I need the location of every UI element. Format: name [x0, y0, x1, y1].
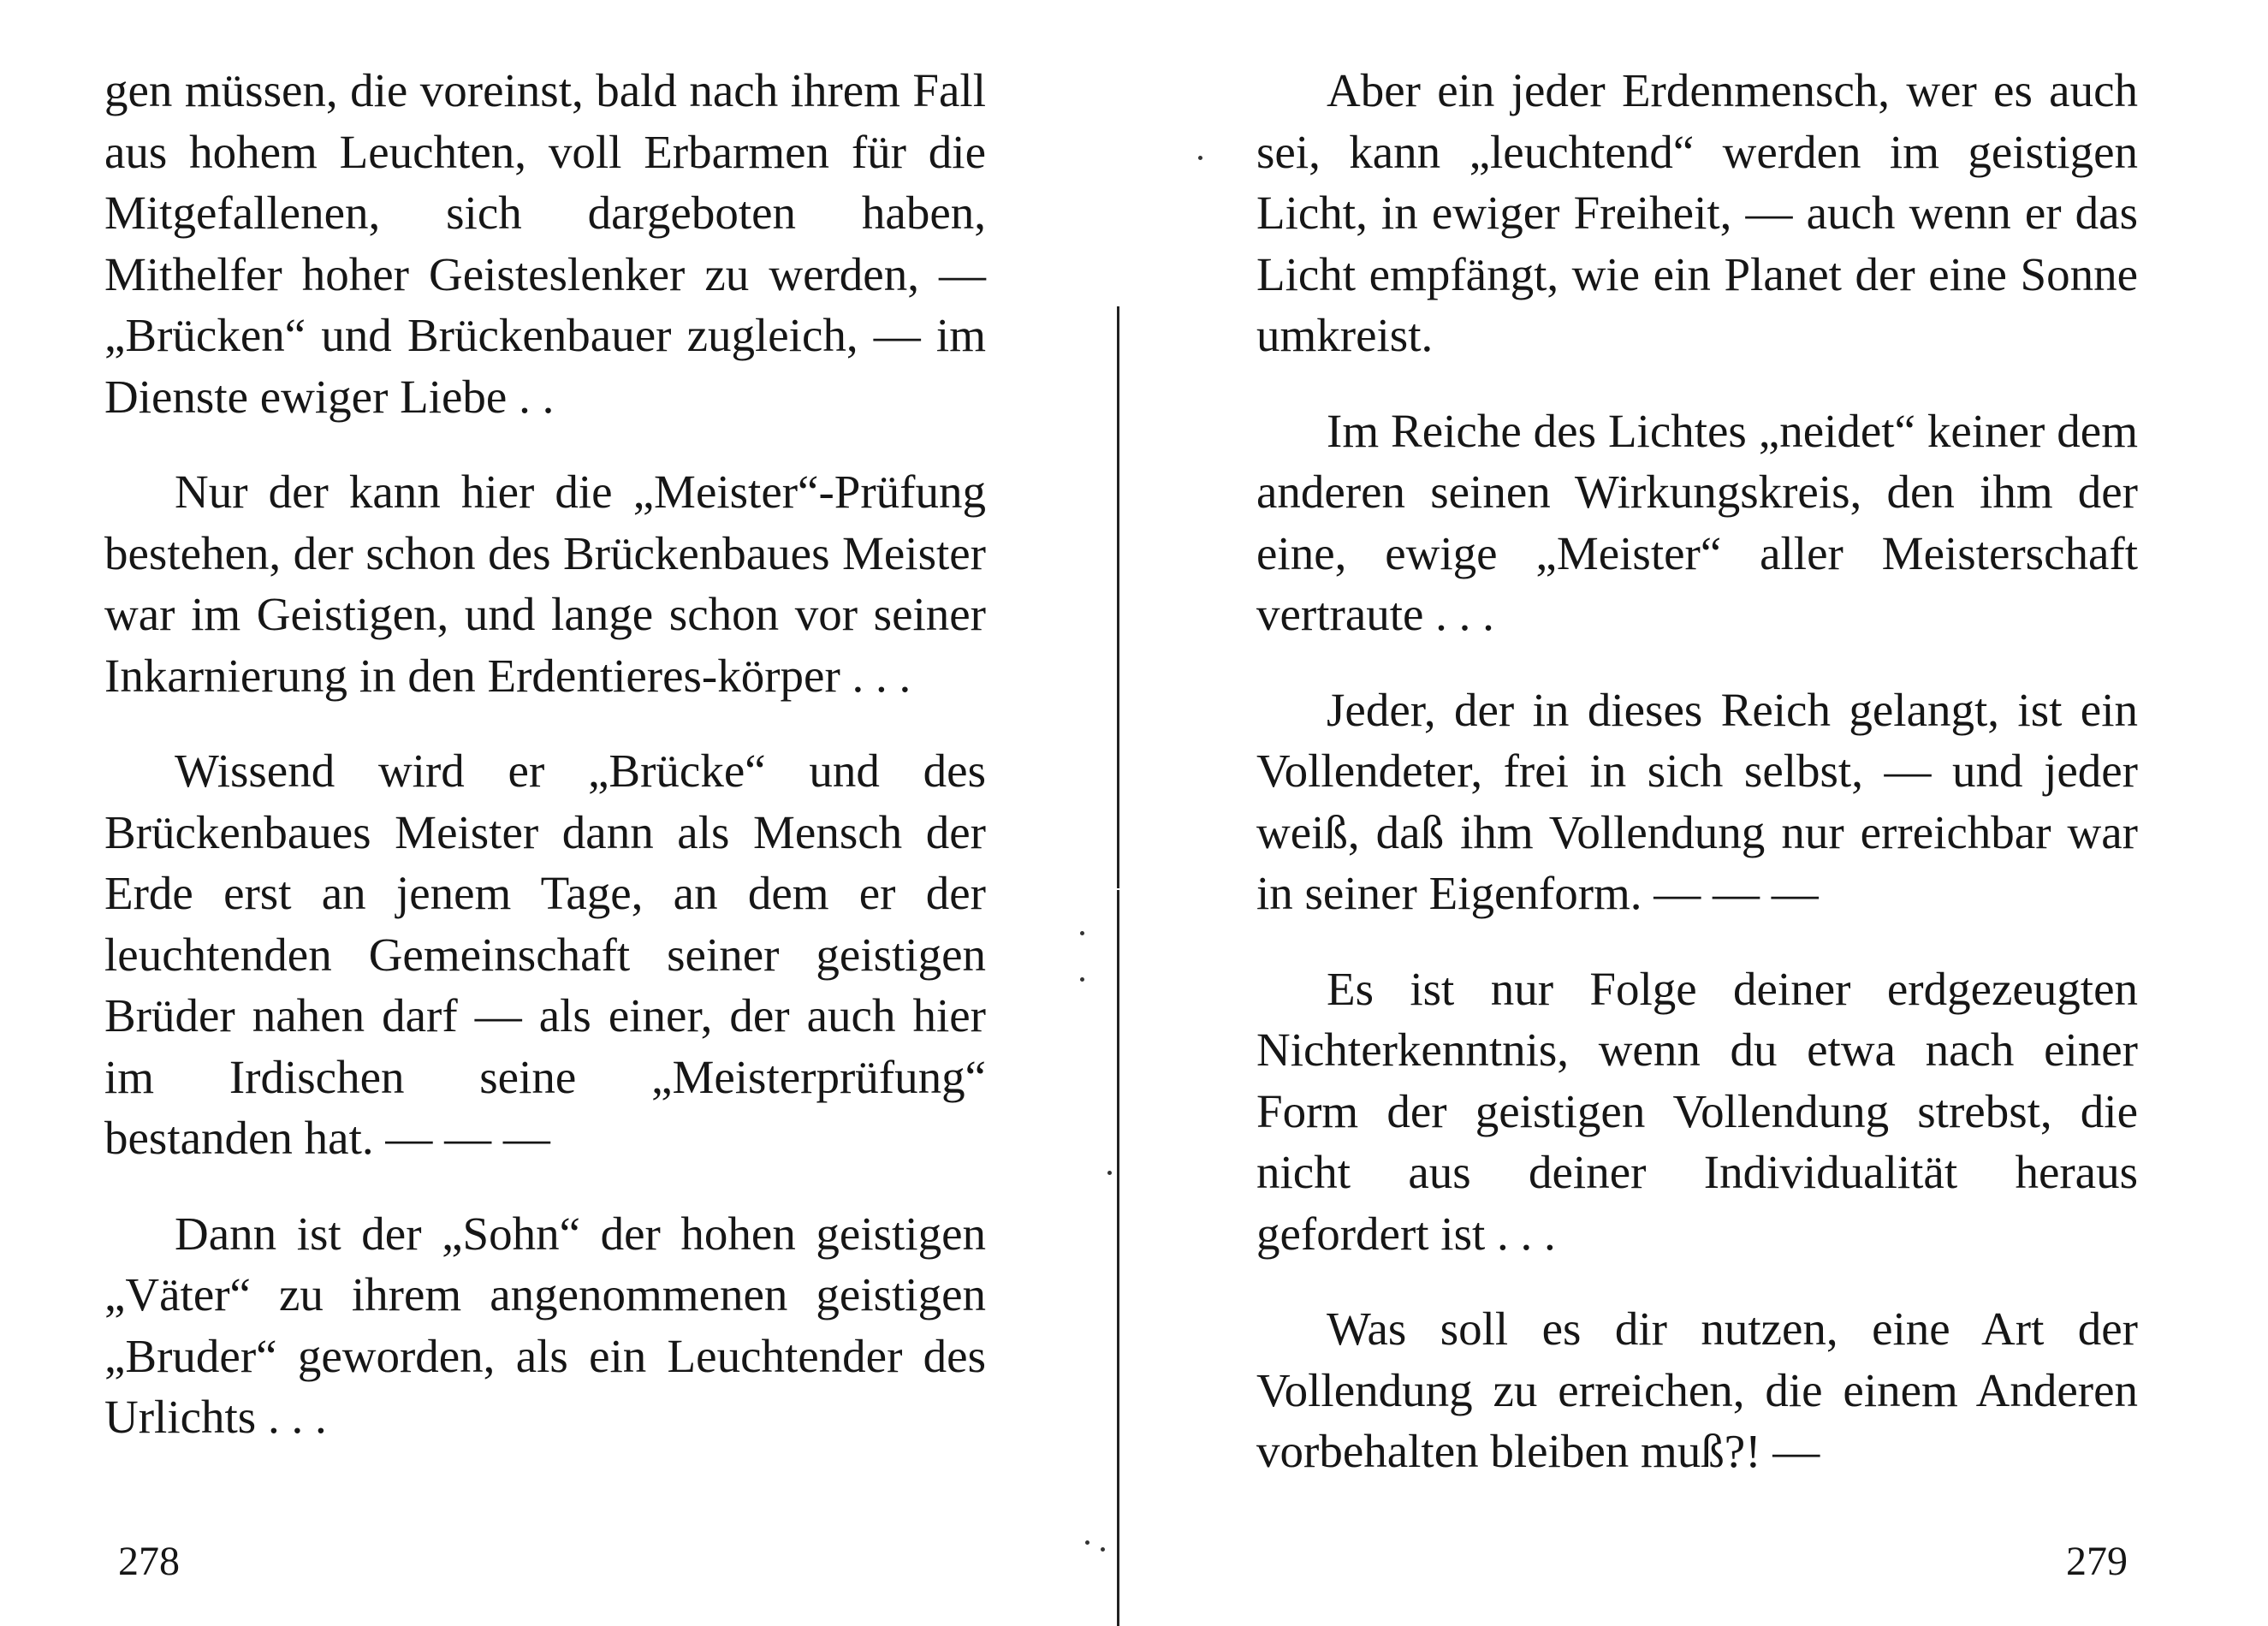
right-page [1121, 0, 2268, 1626]
right-paragraph-3: Jeder, der in dieses Reich gelangt, ist ein Vollendeter, frei in sich selbst, — und jeder weiß, daß ihm Vollendung nur erreichbar war in seiner Eigenform. — — — [1256, 683, 2138, 919]
left-page-text-column [104, 60, 986, 1448]
scan-speck [1107, 1171, 1112, 1175]
scan-speck [1101, 1547, 1105, 1552]
scan-speck [1080, 931, 1084, 935]
gutter-line [1117, 890, 1119, 1626]
right-paragraph-4: Es ist nur Folge deiner erdgezeugten Nichterkenntnis, wenn du etwa nach einer Form der geistigen Vollendung strebst, die nicht aus deiner Individualität heraus gefordert ist . . . [1256, 962, 2138, 1260]
left-paragraph-2: Nur der kann hier die „Meister“-Prüfung bestehen, der schon des Brückenbaues Meister war im Geistigen, und lange schon vor seiner Inkarnierung in den Erdentieres-körper . . . [104, 466, 986, 702]
right-paragraph-5: Was soll es dir nutzen, eine Art der Vollendung zu erreichen, die einem Anderen vorbehalten bleiben muß?! — [1256, 1303, 2138, 1477]
gutter-line [1117, 306, 1119, 888]
right-page-text-column [1256, 60, 2138, 1482]
right-page-number: 279 [2066, 1539, 2128, 1584]
left-page-number: 278 [118, 1539, 180, 1584]
left-page [0, 0, 1113, 1626]
right-paragraph-2: Im Reiche des Lichtes „neidet“ keiner dem anderen seinen Wirkungskreis, den ihm der eine, ewige „Meister“ aller Meisterschaft vertraute . . . [1256, 404, 2138, 640]
right-paragraph-1: Aber ein jeder Erdenmensch, wer es auch sei, kann „leuchtend“ werden im geistigen Licht, in ewiger Freiheit, — auch wenn er das Licht empfängt, wie ein Planet der eine Sonne umkreist. [1256, 64, 2138, 361]
scan-speck [1080, 977, 1084, 982]
scan-speck [1085, 1540, 1089, 1545]
left-paragraph-4: Dann ist der „Sohn“ der hohen geistigen „Väter“ zu ihrem angenommenen geistigen „Bruder“ geworden, als ein Leuchtender des Urlichts . . . [104, 1207, 986, 1443]
left-paragraph-1: gen müssen, die voreinst, bald nach ihrem Fall aus hohem Leuchten, voll Erbarmen für die Mitgefallenen, sich dargeboten haben, Mithelfer hoher Geisteslenker zu werden, — „Brücken“ und Brückenbauer zugleich, — im Dienste ewiger Liebe . . [104, 64, 986, 423]
left-paragraph-3: Wissend wird er „Brücke“ und des Brückenbaues Meister dann als Mensch der Erde erst an jenem Tage, an dem er der leuchtenden Gemeinschaft seiner geistigen Brüder nahen darf — als einer, der auch hier im Irdischen seine „Meisterprüfung“ bestanden hat. — — — [104, 745, 986, 1164]
